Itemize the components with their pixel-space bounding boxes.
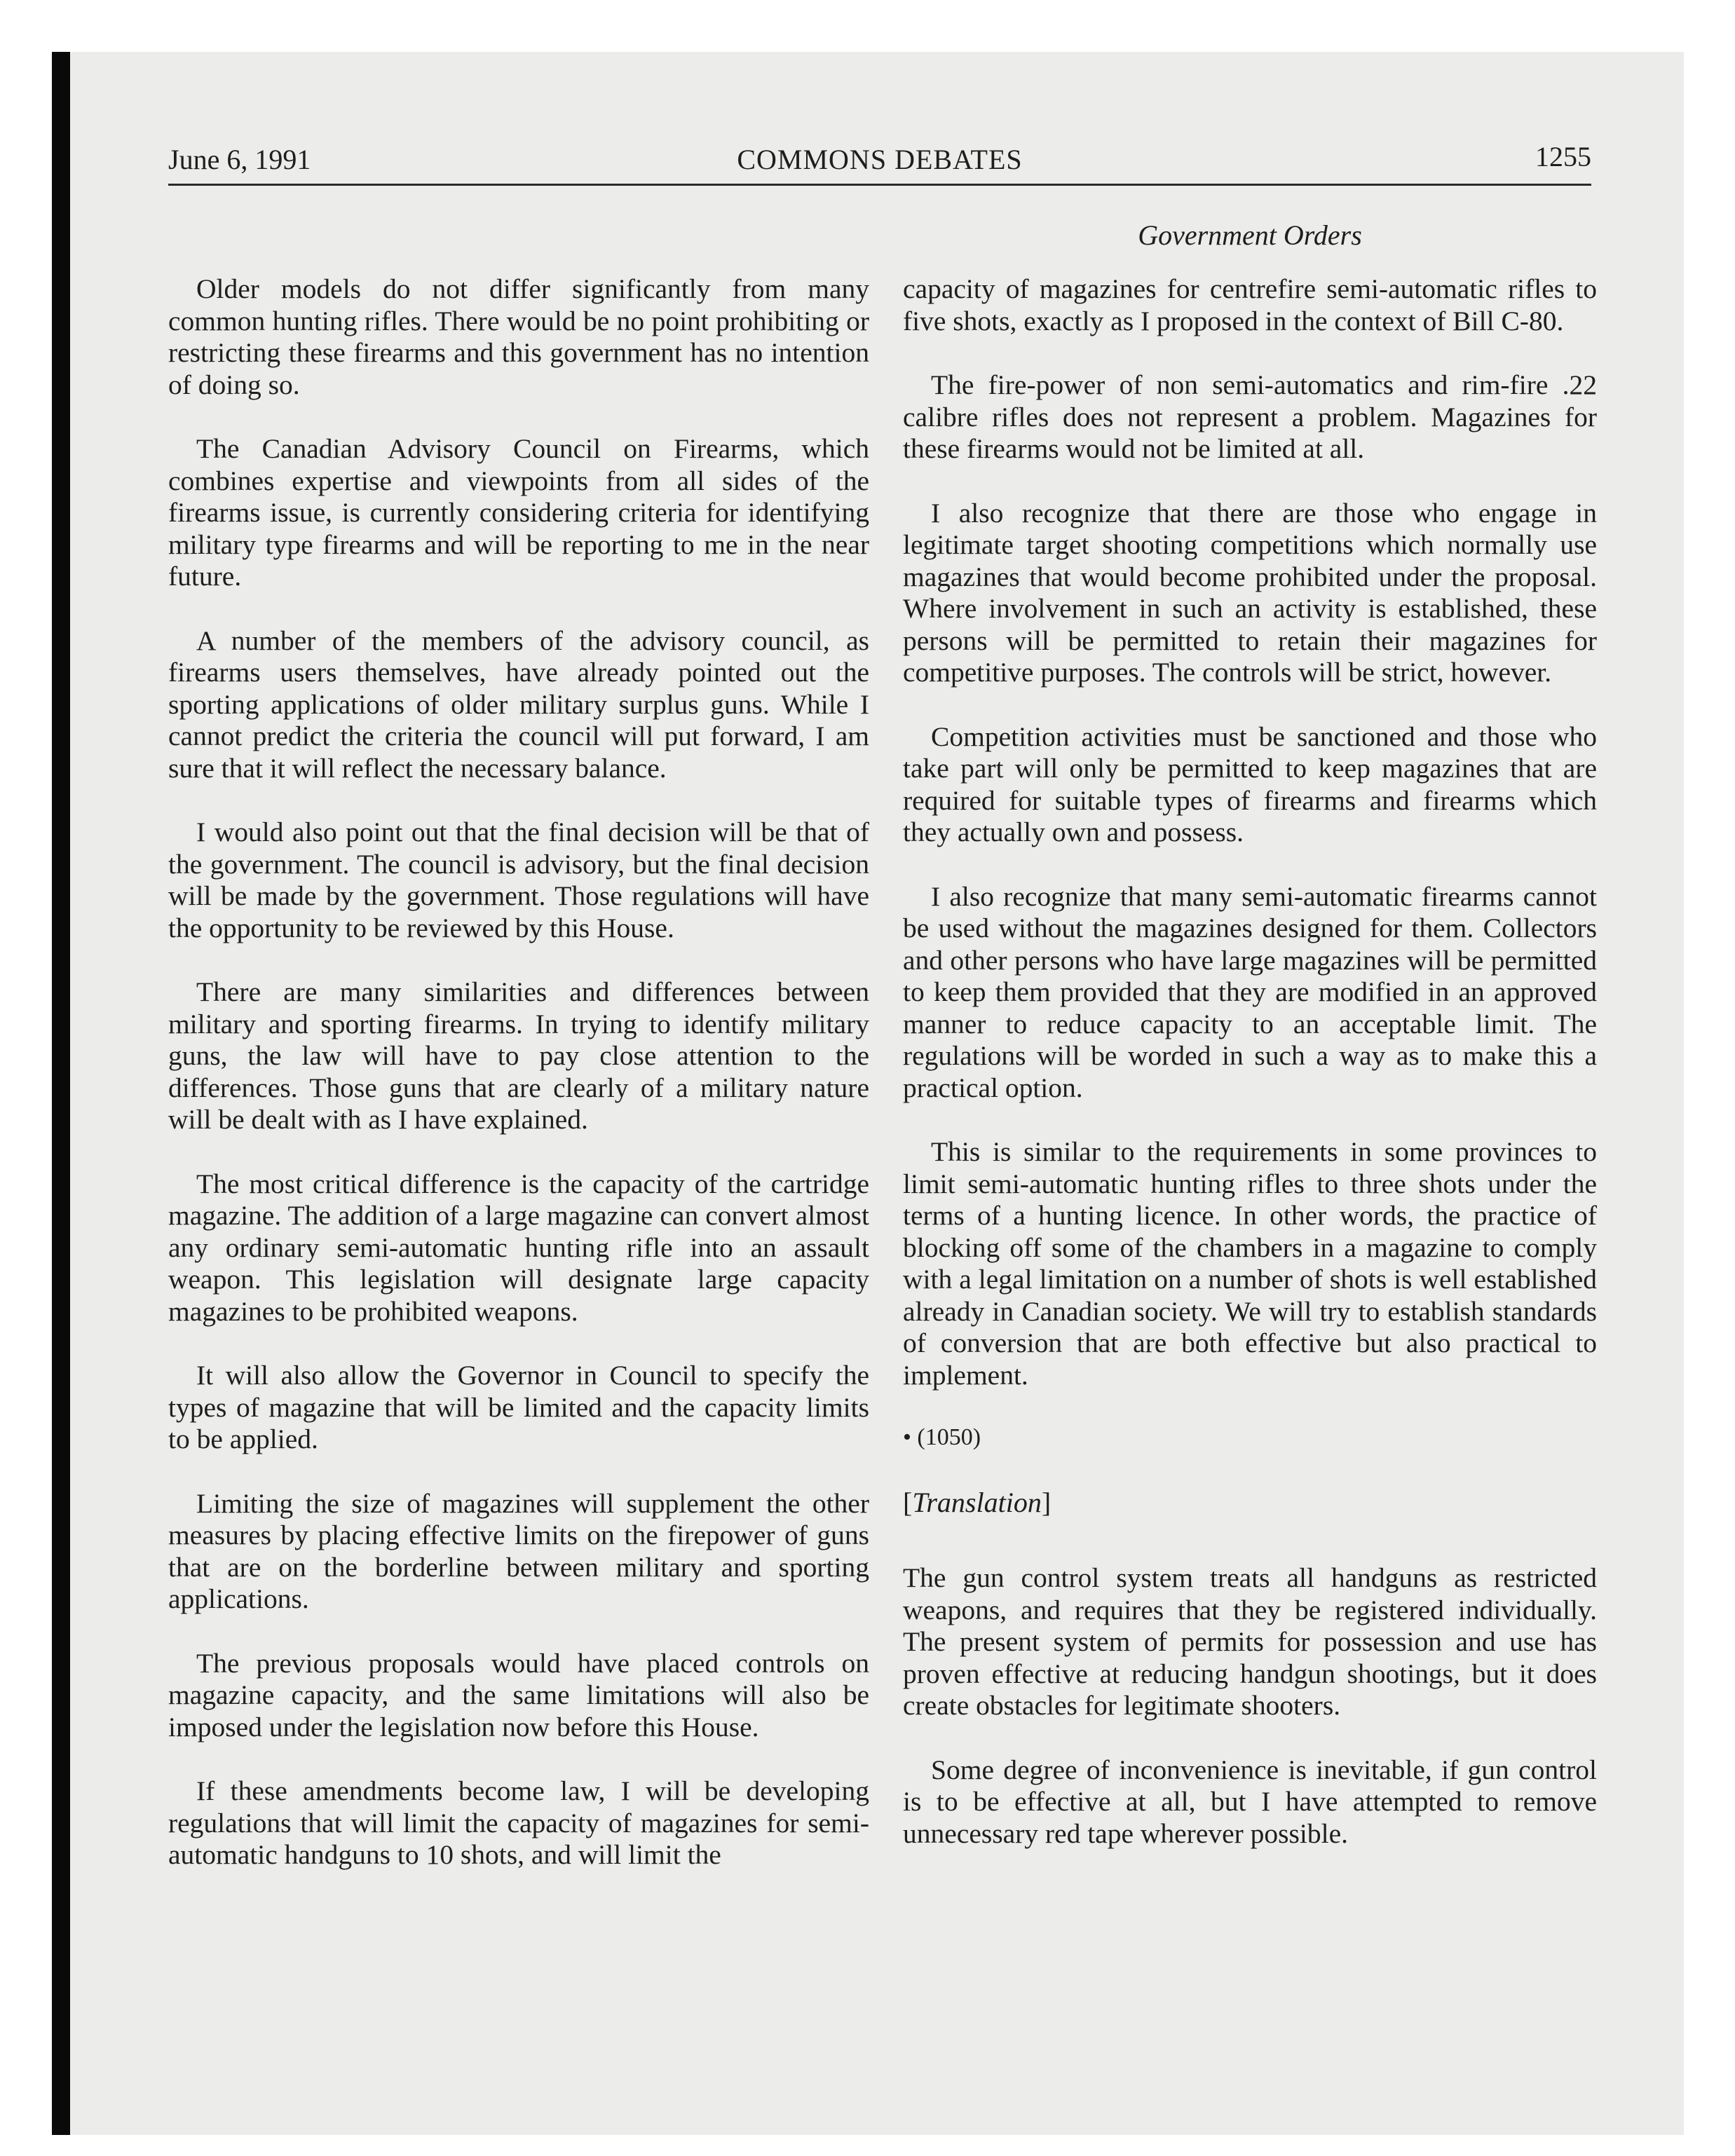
left-column <box>168 273 869 1904</box>
paragraph: I also recognize that there are those who engage in legitimate target shooting competitions which normally use magazines that would become prohibited under the proposal. Where involvement in such an activity is established, these persons will be permitted to retain their magazines for competitive purposes. The controls will be strict, however. <box>903 497 1597 688</box>
header-title: COMMONS DEBATES <box>737 144 1023 175</box>
paragraph: The fire-power of non semi-automatics and rim-fire .22 calibre rifles does not represent a problem. Magazines for these firearms would not be limited at all. <box>903 369 1597 464</box>
paragraph: The gun control system treats all handguns as restricted weapons, and requires that they be registered individually. The present system of permits for possession and use has proven effective at reducing handgun shootings, but it does create obstacles for legitimate shooters. <box>903 1562 1597 1721</box>
continued-paragraph: capacity of magazines for centrefire semi-automatic rifles to five shots, exactly as I proposed in the context of Bill C-80. <box>903 273 1597 336</box>
paragraph: A number of the members of the advisory council, as firearms users themselves, have already pointed out the sporting applications of older military surplus guns. While I cannot predict the criteria the council will put forward, I am sure that it will reflect the necessary balance. <box>168 625 869 784</box>
header-rule <box>168 184 1591 186</box>
paragraph: If these amendments become law, I will be developing regulations that will limit the capacity of magazines for semi-automatic handguns to 10 shots, and will limit the <box>168 1775 869 1870</box>
paragraph: Some degree of inconvenience is inevitable, if gun control is to be effective at all, but I have attempted to remove unnecessary red tape wherever possible. <box>903 1754 1597 1849</box>
paragraph: The Canadian Advisory Council on Firearms, which combines expertise and viewpoints from all sides of the firearms issue, is currently considering criteria for identifying military type firearms and will be reporting to me in the near future. <box>168 433 869 592</box>
paragraph: I also recognize that many semi-automatic firearms cannot be used without the magazines designed for them. Collectors and other persons who have large magazines will be permitted to keep them provided that they are modified in an approved manner to reduce capacity to an acceptable limit. The regulations will be worded in such a way as to make this a practical option. <box>903 880 1597 1103</box>
paragraph: The most critical difference is the capacity of the cartridge magazine. The addition of a large magazine can convert almost any ordinary semi-automatic hunting rifle into an assault weapon. This legislation will designate large capacity magazines to be prohibited weapons. <box>168 1168 869 1327</box>
section-heading: Government Orders <box>1138 219 1362 251</box>
paragraph: It will also allow the Governor in Council to specify the types of magazine that will be limited and the capacity limits to be applied. <box>168 1360 869 1454</box>
paragraph: I would also point out that the final decision will be that of the government. The council is advisory, but the final decision will be made by the government. Those regulations will have the opportunity to be reviewed by this House. <box>168 817 869 943</box>
page-header <box>168 140 1591 184</box>
paragraph: Competition activities must be sanctioned and those who take part will only be permitted to keep magazines that are required for suitable types of firearms and firearms which they actually own and possess. <box>903 721 1597 847</box>
translation-text: Translation <box>912 1487 1042 1518</box>
time-marker: • (1050) <box>903 1424 981 1450</box>
paragraph: Limiting the size of magazines will supplement the other measures by placing effective limits on the firepower of guns that are on the borderline between military and sporting applications. <box>168 1487 869 1614</box>
page-number: 1255 <box>1535 141 1591 172</box>
paragraph: This is similar to the requirements in some provinces to limit semi-automatic hunting rifles to three shots under the terms of a hunting licence. In other words, the practice of blocking off some of the chambers in a magazine to comply with a legal limitation on a number of shots is well established already in Canadian society. We will try to establish standards of conversion that are both effective but also practical to implement. <box>903 1136 1597 1391</box>
paragraph: There are many similarities and differences between military and sporting firearms. In trying to identify military guns, the law will have to pay close attention to the differences. Those guns that are clearly of a military nature will be dealt with as I have explained. <box>168 976 869 1135</box>
right-column <box>903 273 1597 1882</box>
translation-label: [Translation] <box>903 1487 1052 1518</box>
binding-edge <box>52 52 70 2135</box>
paragraph: Older models do not differ significantly from many common hunting rifles. There would be no point prohibiting or restricting these firearms and this government has no intention of doing so. <box>168 273 869 400</box>
paragraph: The previous proposals would have placed controls on magazine capacity, and the same limitations will also be imposed under the legislation now before this House. <box>168 1647 869 1742</box>
header-date: June 6, 1991 <box>168 144 311 175</box>
